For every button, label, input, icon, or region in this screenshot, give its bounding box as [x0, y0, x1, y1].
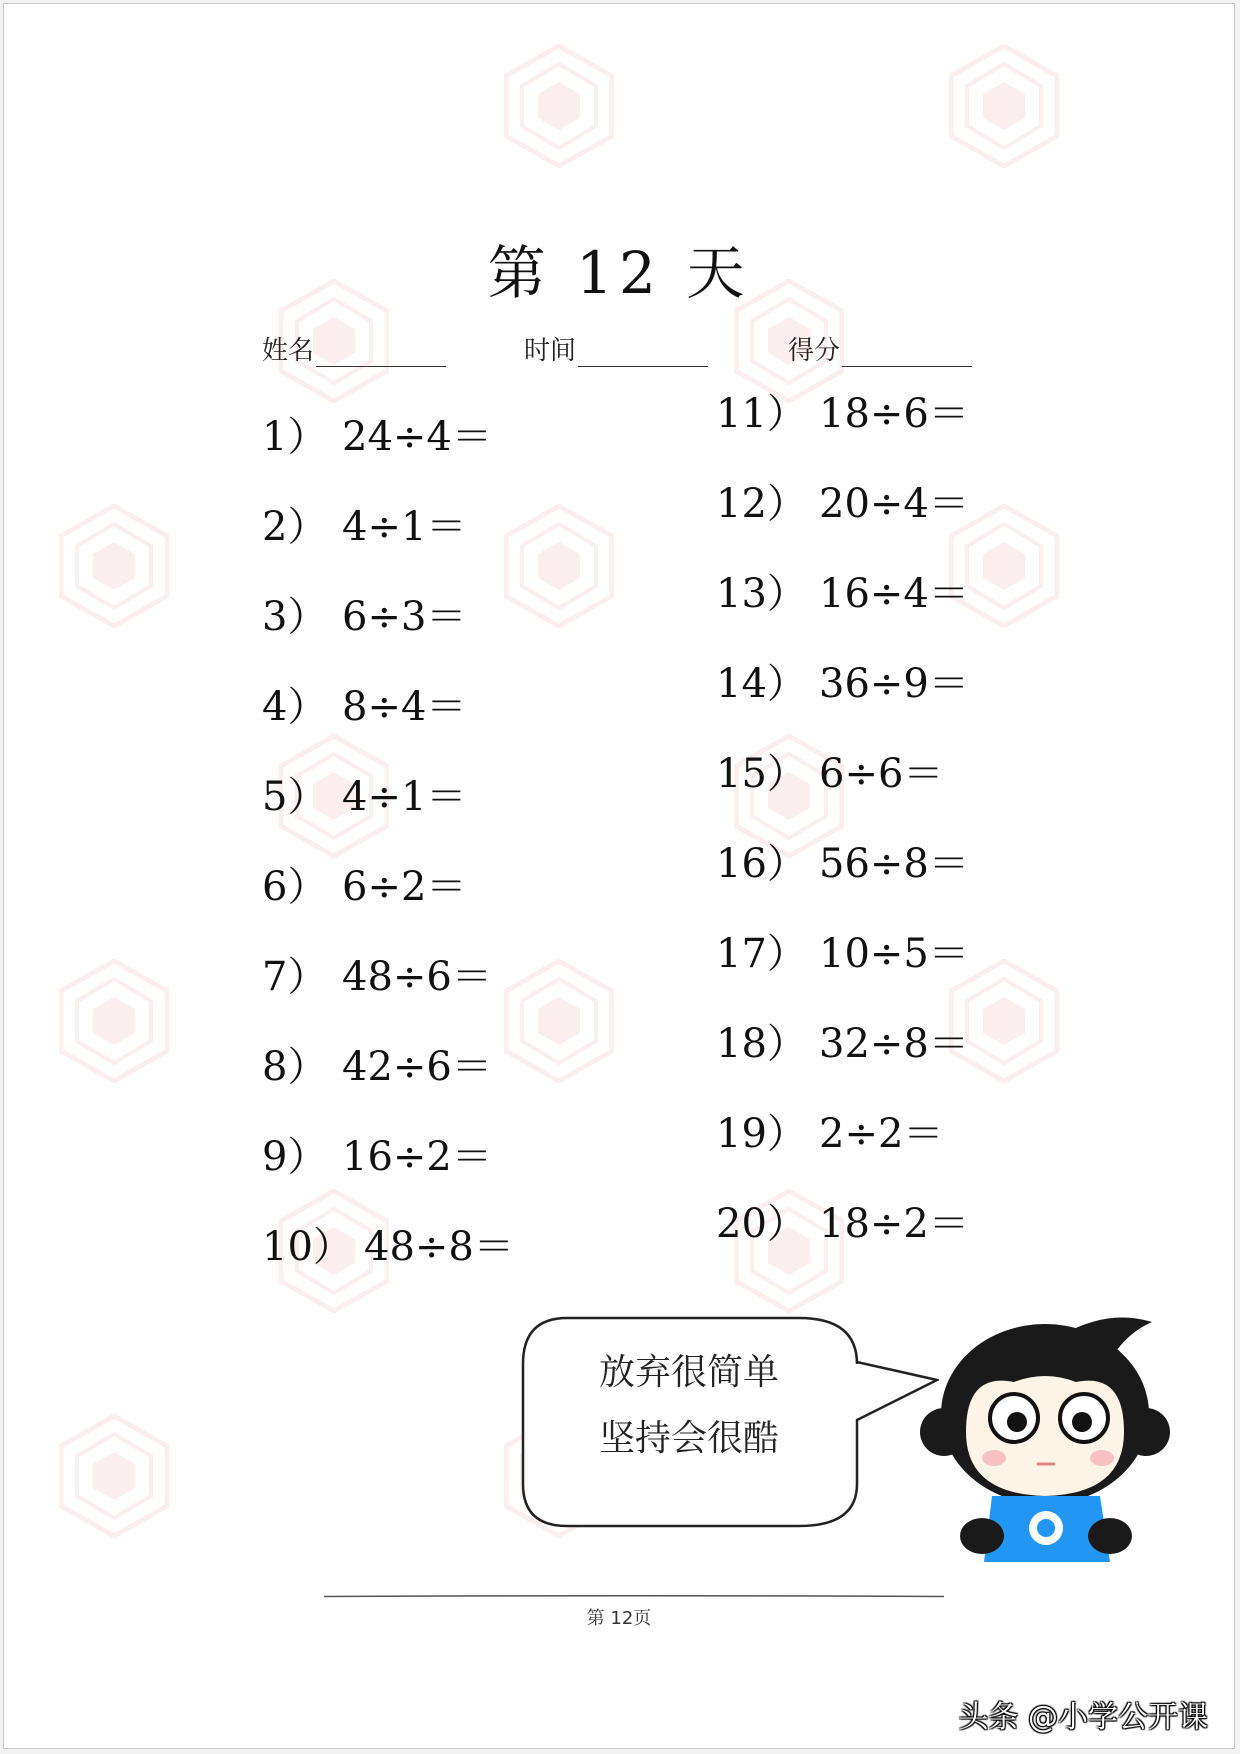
problem-expression: 16÷2＝ — [342, 1134, 492, 1180]
problem-item — [262, 504, 467, 550]
problem-number: 18） — [716, 1021, 807, 1067]
problem-item — [716, 1201, 969, 1247]
watermark-logo-icon — [59, 504, 169, 628]
watermark-logo-icon — [949, 44, 1059, 168]
problem-item — [262, 1134, 492, 1180]
source-credit: 头条 @小学公开课 — [958, 1700, 1208, 1735]
problem-expression: 48÷8＝ — [364, 1224, 514, 1270]
problem-item — [716, 1111, 944, 1157]
footer-divider — [324, 1595, 944, 1598]
problem-expression: 48÷6＝ — [342, 954, 492, 1000]
problem-item — [716, 481, 969, 527]
problem-number: 16） — [716, 841, 807, 887]
problem-expression: 2÷2＝ — [819, 1111, 944, 1157]
score-label: 得分 — [788, 336, 841, 366]
worksheet-page — [3, 3, 1235, 1749]
score-blank — [842, 338, 972, 367]
problem-number: 10） — [262, 1224, 353, 1270]
problem-number: 19） — [716, 1111, 807, 1157]
problem-number: 11） — [716, 391, 807, 437]
problem-item — [716, 841, 969, 887]
problem-expression: 32÷8＝ — [819, 1021, 969, 1067]
problem-expression: 8÷4＝ — [342, 684, 467, 730]
watermark-logo-icon — [504, 504, 614, 628]
problem-expression: 16÷4＝ — [819, 571, 969, 617]
problem-expression: 20÷4＝ — [819, 481, 969, 527]
problem-number: 3） — [262, 594, 328, 640]
time-label: 时间 — [524, 336, 577, 366]
problem-item — [262, 1044, 492, 1090]
problem-item — [716, 931, 969, 977]
problem-item — [716, 1021, 969, 1067]
problem-expression: 10÷5＝ — [819, 931, 969, 977]
problem-item — [262, 684, 467, 730]
problem-expression: 18÷6＝ — [819, 391, 969, 437]
page-title: 第 12 天 — [487, 239, 751, 307]
problem-number: 6） — [262, 864, 328, 910]
name-field — [262, 330, 446, 367]
problem-item — [262, 954, 492, 1000]
watermark-logo-icon — [504, 44, 614, 168]
problem-number: 4） — [262, 684, 328, 730]
problem-item — [262, 864, 467, 910]
problem-number: 2） — [262, 504, 328, 550]
problem-expression: 24÷4＝ — [342, 414, 492, 460]
score-field — [788, 330, 972, 367]
problem-number: 13） — [716, 571, 807, 617]
problem-expression: 56÷8＝ — [819, 841, 969, 887]
problem-number: 20） — [716, 1201, 807, 1247]
problem-number: 9） — [262, 1134, 328, 1180]
problem-item — [262, 1224, 514, 1270]
time-field — [524, 330, 708, 367]
problem-item — [262, 414, 492, 460]
problem-number: 15） — [716, 751, 807, 797]
watermark-logo-icon — [59, 1414, 169, 1538]
problem-item — [716, 571, 969, 617]
problem-expression: 4÷1＝ — [342, 504, 467, 550]
problem-item — [262, 774, 467, 820]
problem-expression: 36÷9＝ — [819, 661, 969, 707]
problem-number: 7） — [262, 954, 328, 1000]
time-blank — [578, 338, 708, 367]
page-number: 第 12页 — [586, 1608, 652, 1629]
bubble-line-1: 放弃很简单 — [598, 1352, 779, 1393]
watermark-logo-icon — [504, 959, 614, 1083]
problem-number: 1） — [262, 414, 328, 460]
problem-expression: 18÷2＝ — [819, 1201, 969, 1247]
problem-item — [262, 594, 467, 640]
bubble-line-2: 坚持会很酷 — [598, 1418, 779, 1459]
problem-expression: 4÷1＝ — [342, 774, 467, 820]
watermark-logo-icon — [59, 959, 169, 1083]
problem-expression: 6÷6＝ — [819, 751, 944, 797]
monkey-mascot-illustration — [914, 1314, 1174, 1578]
problem-number: 17） — [716, 931, 807, 977]
problem-expression: 6÷3＝ — [342, 594, 467, 640]
problem-number: 14） — [716, 661, 807, 707]
problem-item — [716, 391, 969, 437]
name-label: 姓名 — [262, 336, 315, 366]
problem-number: 5） — [262, 774, 328, 820]
problem-number: 8） — [262, 1044, 328, 1090]
problem-item — [716, 661, 969, 707]
name-blank — [316, 338, 446, 367]
problem-item — [716, 751, 944, 797]
problem-number: 12） — [716, 481, 807, 527]
problem-expression: 42÷6＝ — [342, 1044, 492, 1090]
problem-expression: 6÷2＝ — [342, 864, 467, 910]
